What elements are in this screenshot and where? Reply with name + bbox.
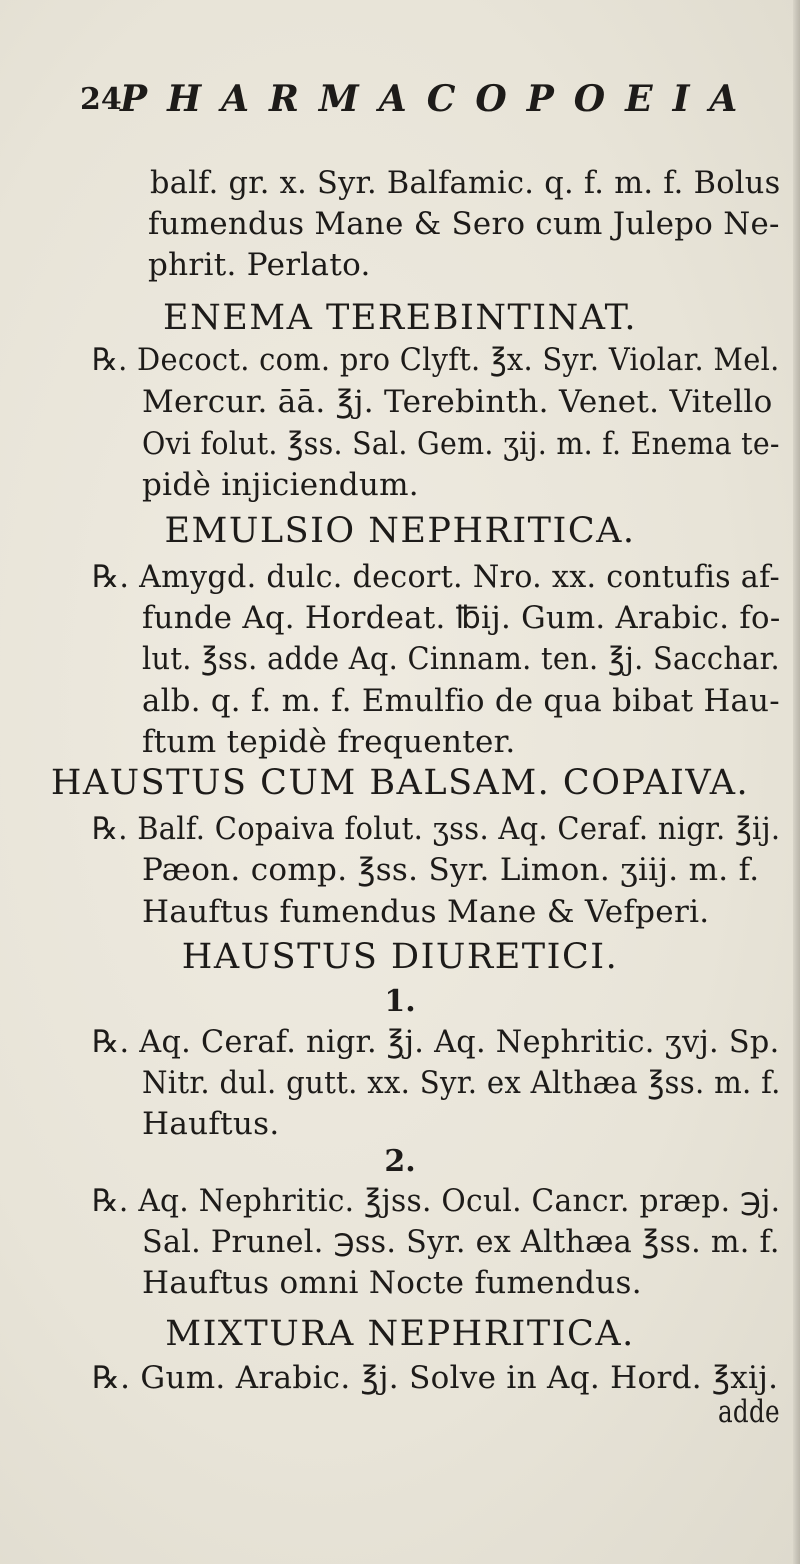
text-line: balf. gr. x. Syr. Balfamic. q. f. m. f. Bolus xyxy=(150,165,781,201)
text-line: alb. q. f. m. f. Emulfio de qua bibat Hau- xyxy=(142,683,780,719)
text-line: phrit. Perlato. xyxy=(148,247,371,283)
page-number: 24 xyxy=(80,82,122,117)
section-heading: EMULSIO NEPHRITICA. xyxy=(164,511,636,551)
section-heading: MIXTURA NEPHRITICA. xyxy=(165,1314,635,1354)
recipe-number: 2. xyxy=(384,1144,416,1179)
text-line: pidè injiciendum. xyxy=(142,467,419,503)
text-line: funde Aq. Hordeat. ℔ij. Gum. Arabic. fo- xyxy=(142,600,781,636)
text-line: ℞. Decoct. com. pro Clyft. ℥x. Syr. Violar. Mel. xyxy=(92,342,780,378)
text-line: Hauftus fumendus Mane & Vefperi. xyxy=(142,894,710,930)
text-line: ℞. Aq. Ceraf. nigr. ℥j. Aq. Nephritic. ʒvj. Sp. xyxy=(92,1024,780,1060)
text-line: Mercur. āā. ℥j. Terebinth. Venet. Vitello xyxy=(142,384,773,420)
text-line: ℞. Aq. Nephritic. ℥jss. Ocul. Cancr. præp. ℈j. xyxy=(92,1183,781,1219)
text-line: Hauftus. xyxy=(142,1106,280,1142)
catchword: adde xyxy=(718,1394,780,1430)
section-heading: ENEMA TEREBINTINAT. xyxy=(163,298,637,338)
text-line: fumendus Mane & Sero cum Julepo Ne- xyxy=(148,206,780,242)
text-line: Ovi folut. ℥ss. Sal. Gem. ʒij. m. f. Enema te- xyxy=(142,426,780,462)
text-line: Hauftus omni Nocte fumendus. xyxy=(142,1265,642,1301)
text-line: Sal. Prunel. ℈ss. Syr. ex Althæa ℥ss. m. f. xyxy=(142,1224,780,1260)
text-line: ftum tepidè frequenter. xyxy=(142,724,516,760)
recipe-number: 1. xyxy=(384,984,416,1019)
running-title: PHARMACOPOEIA xyxy=(120,78,758,120)
text-line: ℞. Amygd. dulc. decort. Nro. xx. contufis af- xyxy=(92,559,780,595)
page-header xyxy=(80,78,760,128)
text-line: Pæon. comp. ℥ss. Syr. Limon. ʒiij. m. f. xyxy=(142,852,760,888)
text-line: ℞. Balf. Copaiva folut. ʒss. Aq. Ceraf. nigr. ℥ij. xyxy=(92,811,781,847)
section-heading: HAUSTUS DIURETICI. xyxy=(181,937,619,977)
text-line: Nitr. dul. gutt. xx. Syr. ex Althæa ℥ss. m. f. xyxy=(142,1065,781,1101)
text-line: lut. ℥ss. adde Aq. Cinnam. ten. ℥j. Sacchar. xyxy=(142,641,780,677)
section-heading: HAUSTUS CUM BALSAM. COPAIVA. xyxy=(50,763,750,803)
text-line: ℞. Gum. Arabic. ℥j. Solve in Aq. Hord. ℥xij. xyxy=(92,1360,779,1396)
